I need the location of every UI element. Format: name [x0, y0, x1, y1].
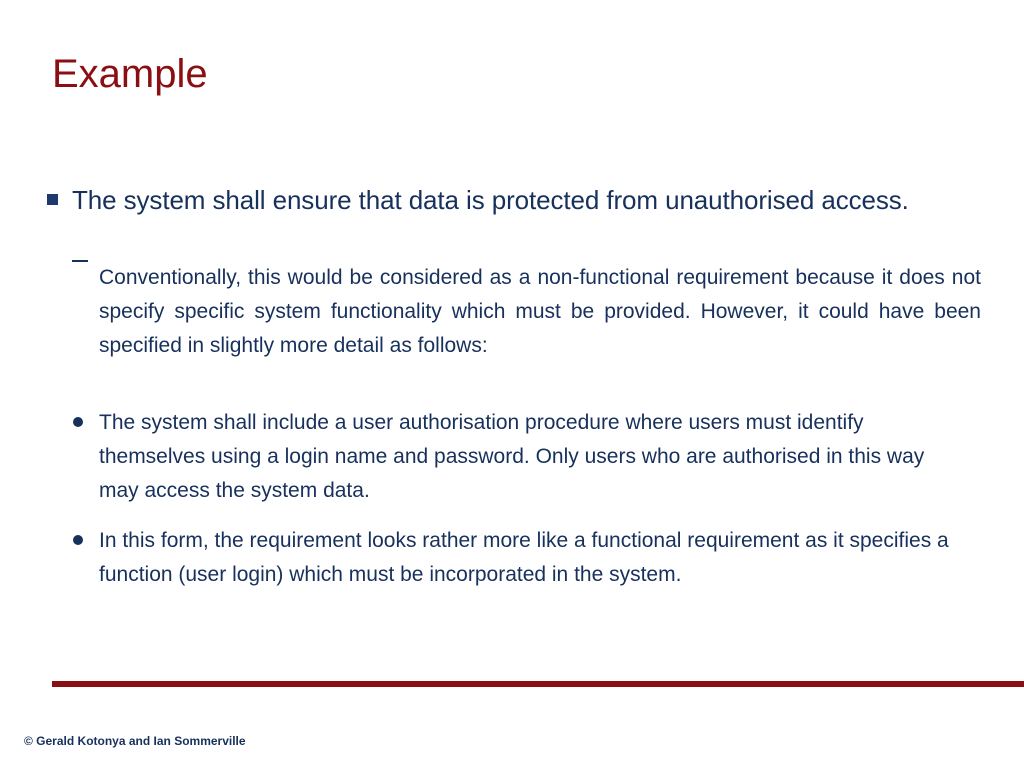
slide-title: Example [52, 52, 208, 96]
dot-bullet-icon [73, 535, 83, 545]
dot-bullet-icon [73, 417, 83, 427]
bullet-level-1: The system shall ensure that data is protected from unauthorised access. [72, 185, 909, 215]
bullet-level-3: In this form, the requirement looks rather more like a functional requirement as it specifies a function (user login) which must be incorporated in the system. [99, 529, 949, 586]
square-bullet-icon [47, 194, 58, 205]
copyright-footer: © Gerald Kotonya and Ian Sommerville [24, 734, 246, 748]
bullet-level-3: The system shall include a user authorisation procedure where users must identify themselves using a login name and password. Only users who are authorised in this way may access the system data. [99, 411, 925, 502]
dash-icon [72, 260, 88, 262]
bullet-level-2: Conventionally, this would be considered as a non-functional requirement because it does not specify specific system functionality which must be provided. However, it could have been specified in slightly more detail as follows: [99, 266, 981, 357]
footer-divider [52, 681, 1024, 687]
